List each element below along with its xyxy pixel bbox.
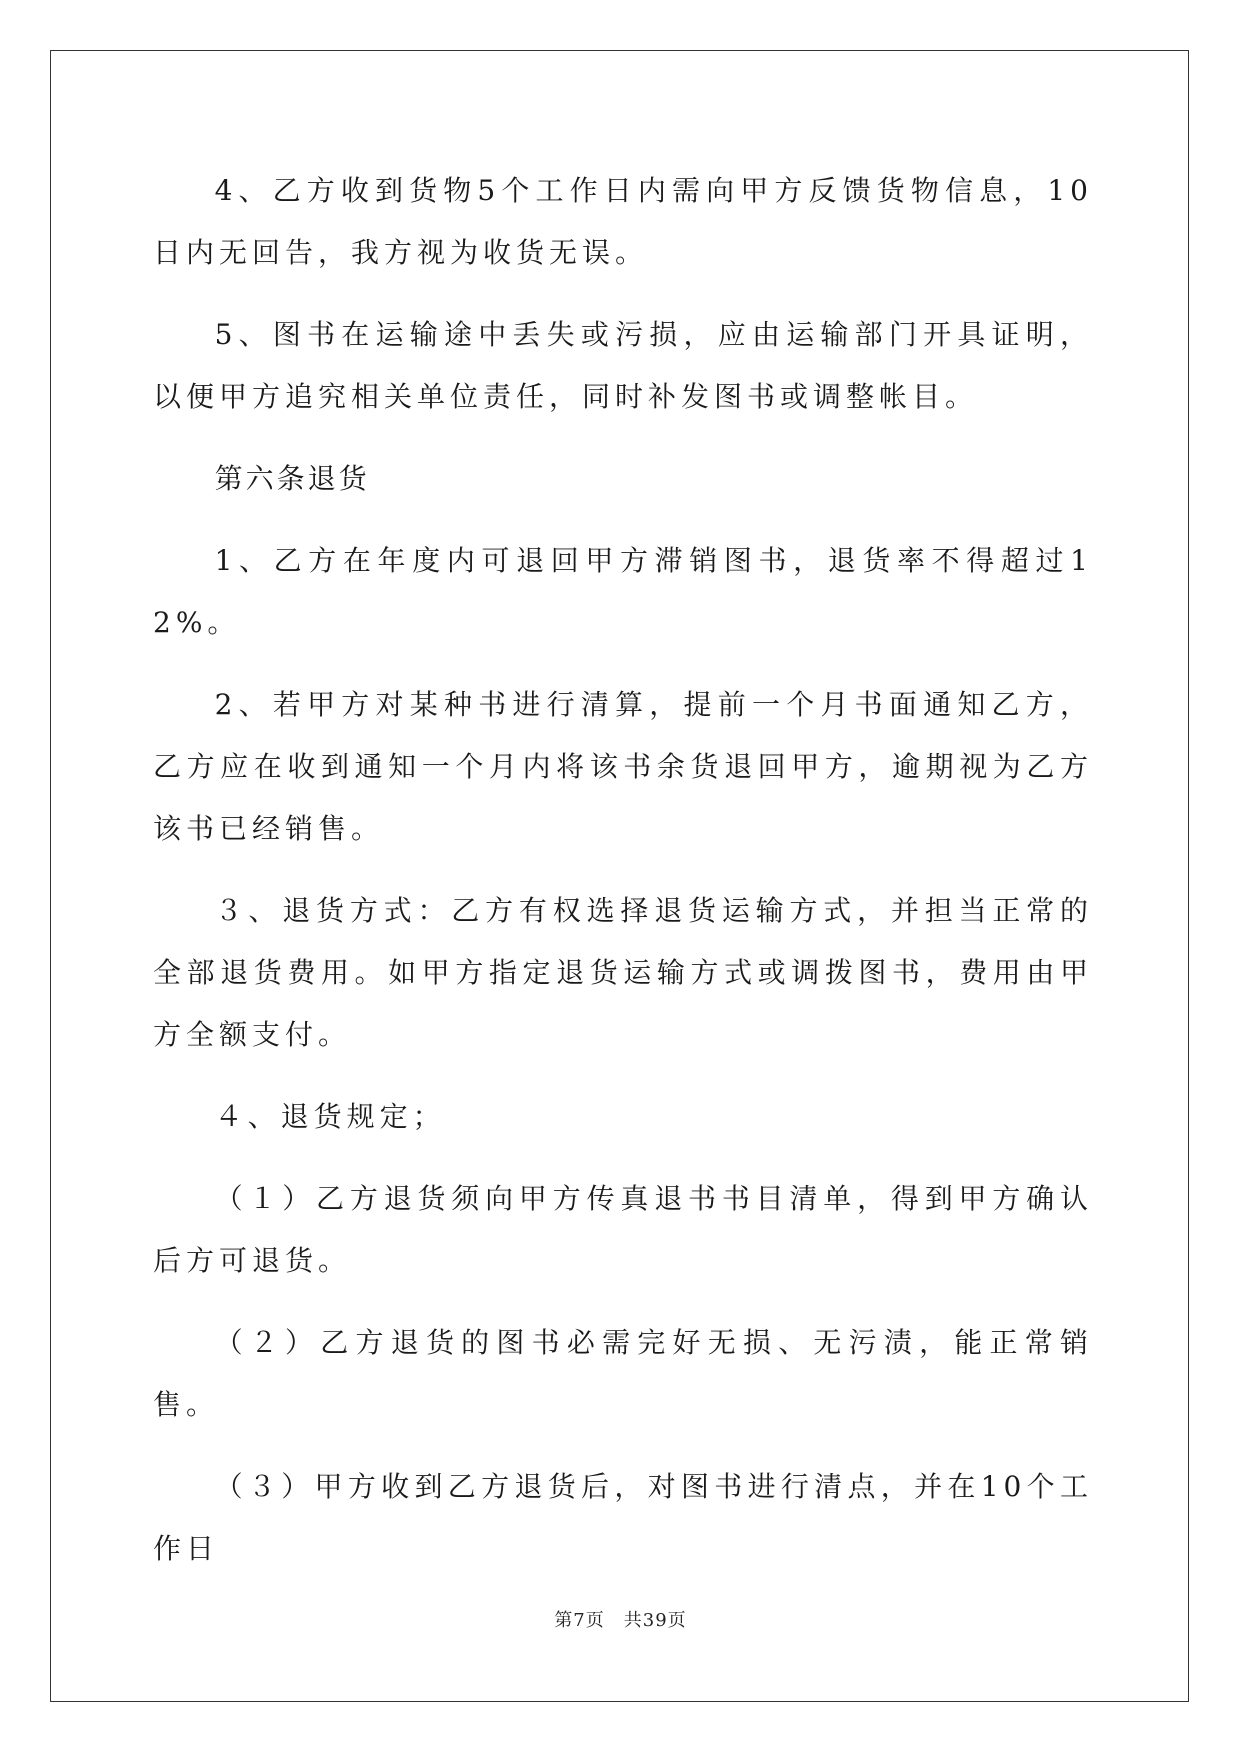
- paragraph-return-4: ４、退货规定；: [214, 1100, 446, 1133]
- paragraph-rule-2: （２）乙方退货的图书必需完好无损、无污渍，能正常销售。: [153, 1326, 1093, 1421]
- section-heading-returns: 第六条退货: [214, 462, 370, 495]
- paragraph-clause-4: 4、乙方收到货物5个工作日内需向甲方反馈货物信息，10日内无回告，我方视为收货无误。: [153, 174, 1093, 269]
- page-number-footer: 第7页 共39页: [554, 1610, 687, 1631]
- paragraph-rule-1: （１）乙方退货须向甲方传真退书书目清单，得到甲方确认后方可退货。: [153, 1182, 1093, 1277]
- paragraph-rule-3: （３）甲方收到乙方退货后，对图书进行清点，并在10个工作日: [153, 1470, 1093, 1565]
- paragraph-clause-5: 5、图书在运输途中丢失或污损，应由运输部门开具证明，以便甲方追究相关单位责任，同时补发图书或调整帐目。: [153, 318, 1093, 413]
- document-body: [153, 160, 1093, 1600]
- paragraph-return-2: 2、若甲方对某种书进行清算，提前一个月书面通知乙方，乙方应在收到通知一个月内将该书余货退回甲方，逾期视为乙方该书已经销售。: [153, 688, 1093, 845]
- paragraph-return-3: ３、退货方式：乙方有权选择退货运输方式，并担当正常的全部退货费用。如甲方指定退货运输方式或调拨图书，费用由甲方全额支付。: [153, 894, 1093, 1051]
- paragraph-return-1: 1、乙方在年度内可退回甲方滞销图书，退货率不得超过12%。: [153, 544, 1093, 639]
